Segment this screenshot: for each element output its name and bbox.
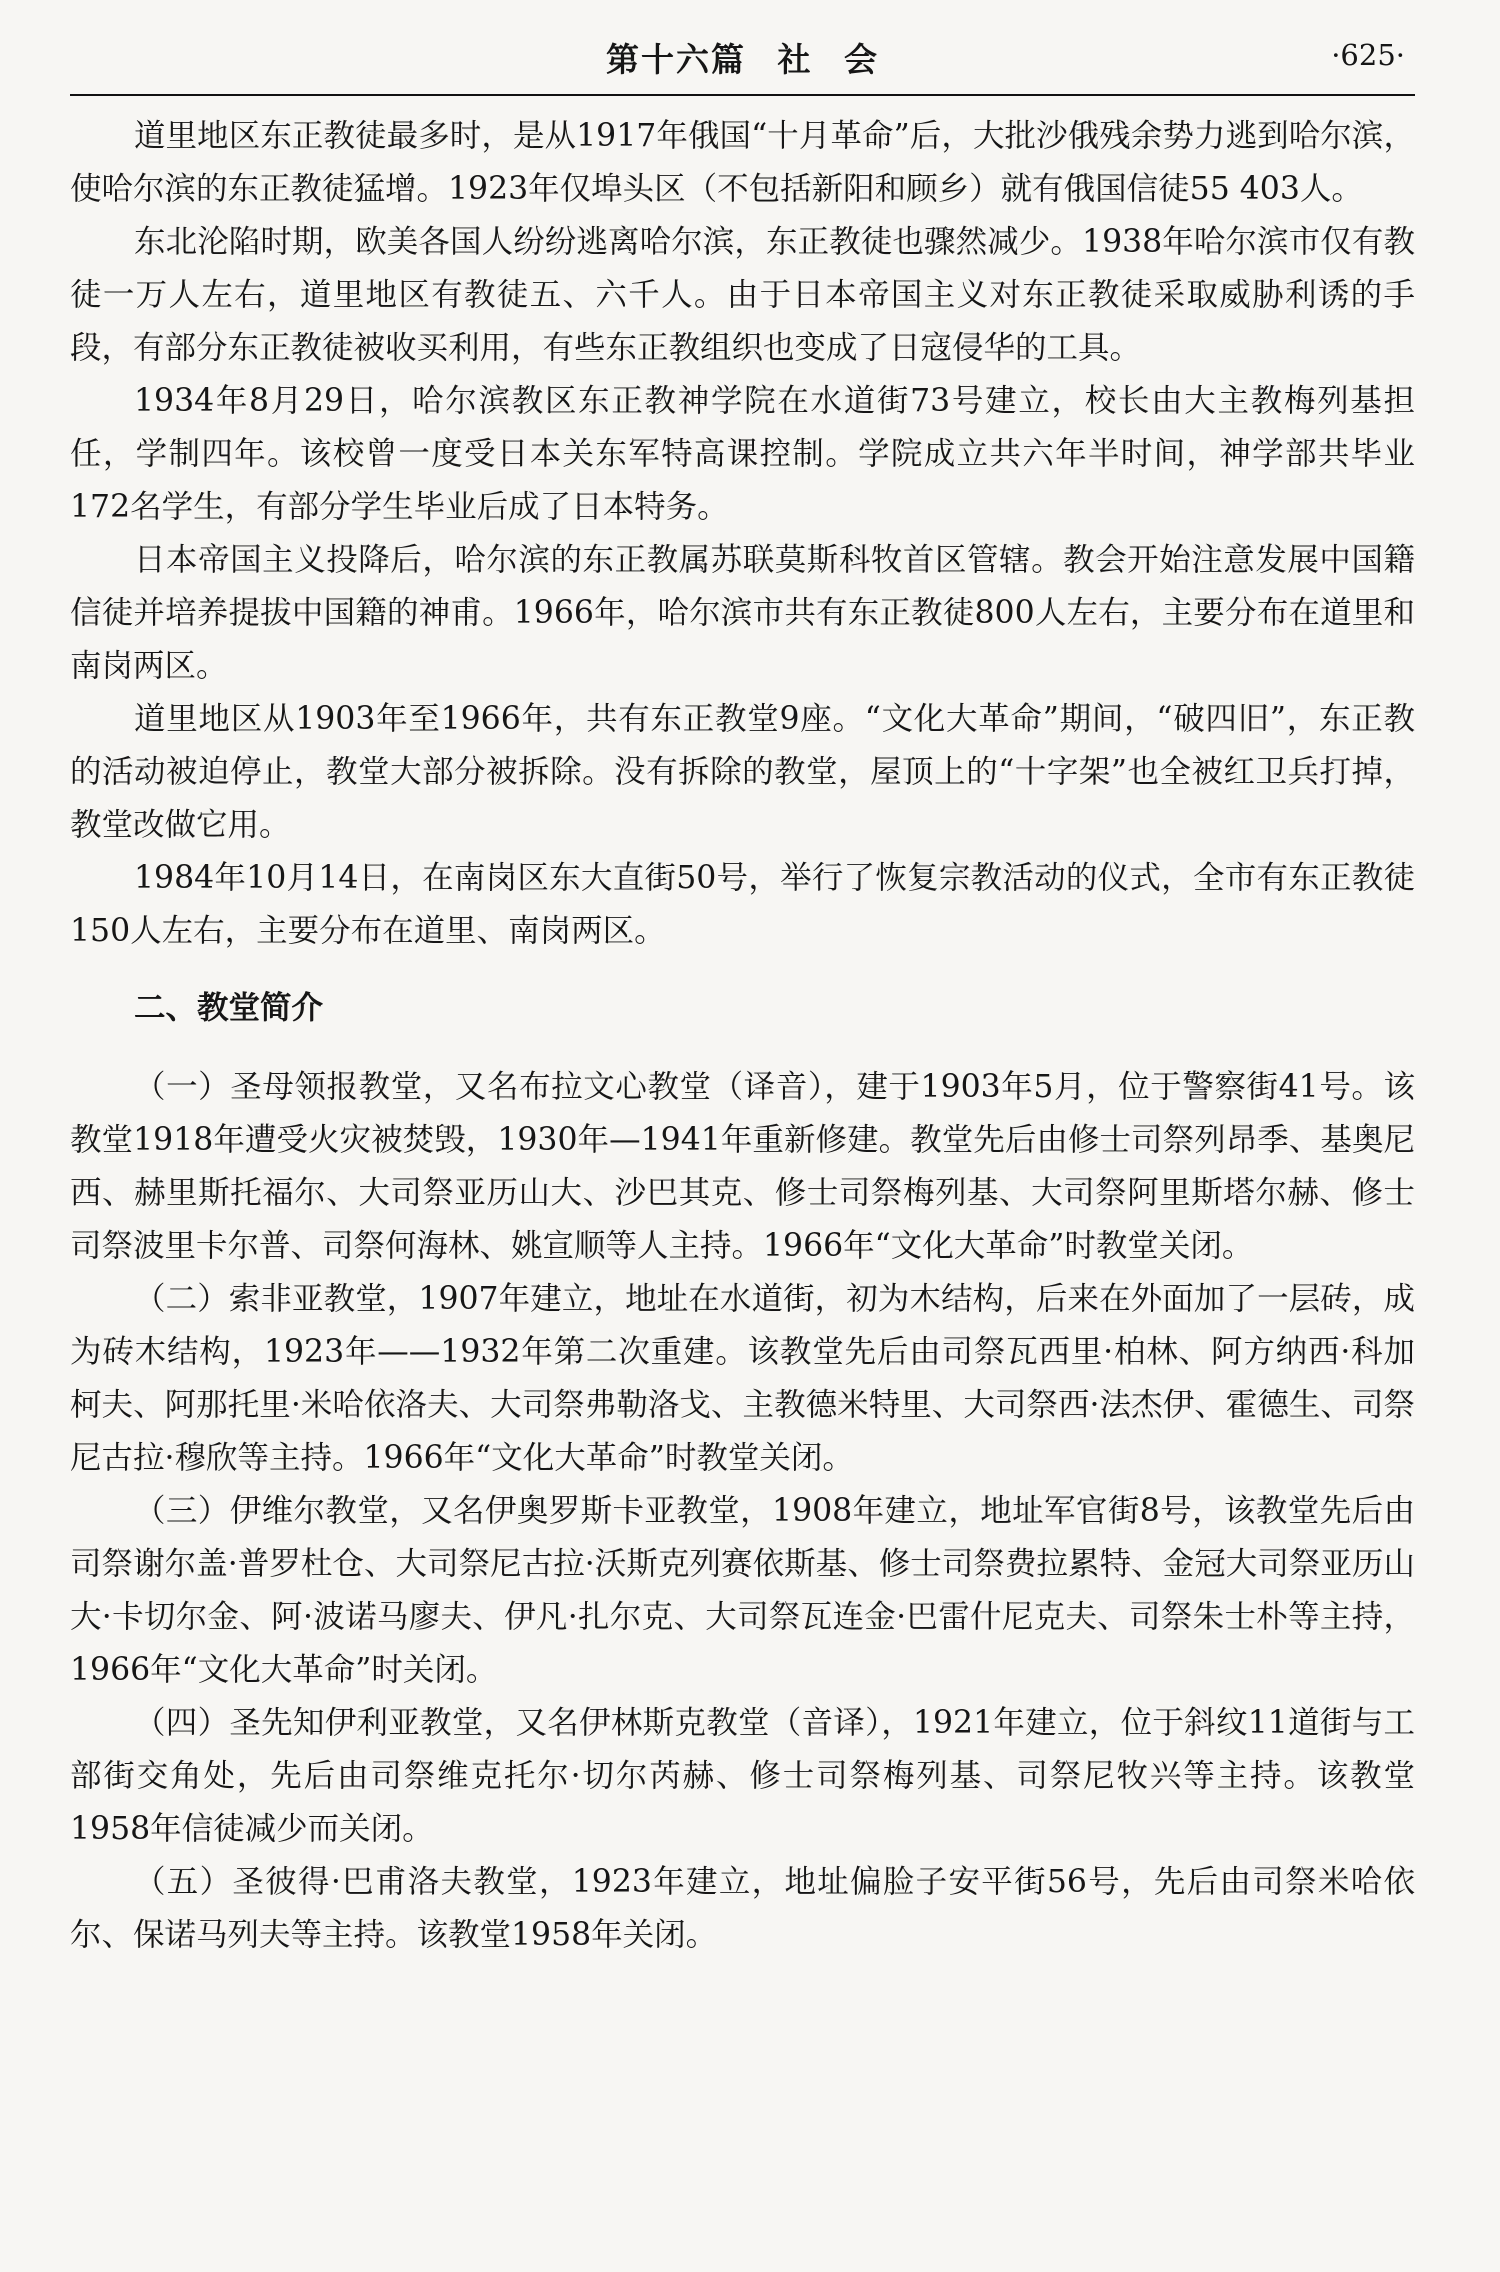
- page-number: ·625·: [1331, 38, 1405, 72]
- chapter-title: 第十六篇 社 会: [606, 40, 879, 79]
- paragraph: 东北沦陷时期，欧美各国人纷纷逃离哈尔滨，东正教徒也骤然减少。1938年哈尔滨市仅有教徒一万人左右，道里地区有教徒五、六千人。由于日本帝国主义对东正教徒采取威胁利诱的手段，有部分东正教徒被收买利用，有些东正教组织也变成了日寇侵华的工具。: [70, 224, 1415, 366]
- paragraph: 道里地区东正教徒最多时，是从1917年俄国“十月革命”后，大批沙俄残余势力逃到哈尔滨，使哈尔滨的东正教徒猛增。1923年仅埠头区（不包括新阳和顾乡）就有俄国信徒55 403人。: [70, 118, 1415, 207]
- paragraph: （五）圣彼得·巴甫洛夫教堂，1923年建立，地址偏脸子安平街56号，先后由司祭米哈依尔、保诺马列夫等主持。该教堂1958年关闭。: [70, 1864, 1415, 1953]
- paragraph: 日本帝国主义投降后，哈尔滨的东正教属苏联莫斯科牧首区管辖。教会开始注意发展中国籍信徒并培养提拔中国籍的神甫。1966年，哈尔滨市共有东正教徒800人左右，主要分布在道里和南岗两区。: [70, 542, 1415, 684]
- paragraph: （一）圣母领报教堂，又名布拉文心教堂（译音），建于1903年5月，位于警察街41号。该教堂1918年遭受火灾被焚毁，1930年—1941年重新修建。教堂先后由修士司祭列昂季、基奥尼西、赫里斯托福尔、大司祭亚历山大、沙巴其克、修士司祭梅列基、大司祭阿里斯塔尔赫、修士司祭波里卡尔普、司祭何海林、姚宣顺等人主持。1966年“文化大革命”时教堂关闭。: [70, 1069, 1415, 1264]
- page-body: [70, 110, 1415, 1962]
- paragraph: 道里地区从1903年至1966年，共有东正教堂9座。“文化大革命”期间，“破四旧”，东正教的活动被迫停止，教堂大部分被拆除。没有拆除的教堂，屋顶上的“十字架”也全被红卫兵打掉，教堂改做它用。: [70, 701, 1415, 843]
- page-header: [70, 34, 1415, 96]
- paragraph: （四）圣先知伊利亚教堂，又名伊林斯克教堂（音译），1921年建立，位于斜纹11道街与工部街交角处，先后由司祭维克托尔·切尔芮赫、修士司祭梅列基、司祭尼牧兴等主持。该教堂1958年信徒减少而关闭。: [70, 1705, 1415, 1847]
- paragraph: （三）伊维尔教堂，又名伊奥罗斯卡亚教堂，1908年建立，地址军官街8号，该教堂先后由司祭谢尔盖·普罗杜仓、大司祭尼古拉·沃斯克列赛依斯基、修士司祭费拉累特、金冠大司祭亚历山大·卡切尔金、阿·波诺马廖夫、伊凡·扎尔克、大司祭瓦连金·巴雷什尼克夫、司祭朱士朴等主持，1966年“文化大革命”时关闭。: [70, 1493, 1415, 1688]
- paragraph: （二）索非亚教堂，1907年建立，地址在水道街，初为木结构，后来在外面加了一层砖，成为砖木结构，1923年——1932年第二次重建。该教堂先后由司祭瓦西里·柏林、阿方纳西·科加柯夫、阿那托里·米哈依洛夫、大司祭弗勒洛戈、主教德米特里、大司祭西·法杰伊、霍德生、司祭尼古拉·穆欣等主持。1966年“文化大革命”时教堂关闭。: [70, 1281, 1415, 1476]
- paragraph: 1934年8月29日，哈尔滨教区东正教神学院在水道街73号建立，校长由大主教梅列基担任，学制四年。该校曾一度受日本关东军特高课控制。学院成立共六年半时间，神学部共毕业172名学生，有部分学生毕业后成了日本特务。: [70, 383, 1415, 525]
- paragraph: 1984年10月14日，在南岗区东大直街50号，举行了恢复宗教活动的仪式，全市有东正教徒150人左右，主要分布在道里、南岗两区。: [70, 860, 1415, 949]
- section-heading: 二、教堂简介: [134, 990, 324, 1026]
